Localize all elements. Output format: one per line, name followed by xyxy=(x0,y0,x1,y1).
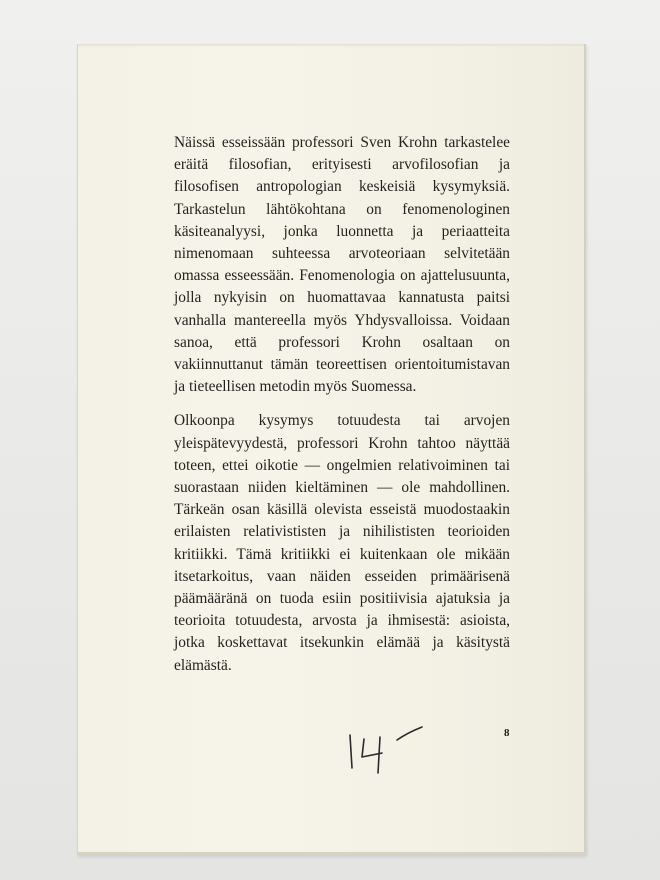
handwritten-price-mark xyxy=(342,713,452,775)
book-back-cover xyxy=(77,44,586,855)
blurb-paragraph-1: Näissä esseissään professori Sven Krohn tarkastelee eräitä filosofian, erityisesti arvofilosofian ja filosofisen antropologian keskeisiä kysymyksiä. Tarkastelun lähtökohtana on fenomenologinen käsiteanalyysi, jonka luonnetta ja periaatteita nimenomaan suhteessa arvoteoriaan selvitetään omassa esseessään. Fenomenologia on ajattelusuunta, jolla nykyisin on huomattavaa kannatusta paitsi vanhalla mantereella myös Yhdysvalloissa. Voidaan sanoa, että professori Krohn osaltaan on vakiinnuttanut tämän teoreettisen orientoitumistavan ja tieteellisen metodin myös Suomessa. xyxy=(174,134,510,396)
cover-top-edge xyxy=(78,44,584,47)
blurb-text xyxy=(174,132,510,677)
page-number: 8 xyxy=(504,727,510,739)
blurb-paragraph-2: Olkoonpa kysymys totuudesta tai arvojen yleispätevyydestä, professori Krohn tahtoo näyttää toteen, ettei oikotie — ongelmien relativoiminen tai suorastaan niiden kieltäminen — ole mahdollinen. Tärkeän osan käsillä olevista esseistä muodostaakin erilaisten relativististen ja nihilististen teorioiden kritiikki. Tämä kritiikki ei kuitenkaan ole mikään itsetarkoitus, vaan näiden esseiden primäärisenä päämääränä on tuoda esiin positiivisia ajatuksia ja teorioita totuudesta, arvosta ja ihmisestä: asioista, jotka koskettavat itsekunkin elämää ja käsitystä elämästä. xyxy=(174,412,510,674)
